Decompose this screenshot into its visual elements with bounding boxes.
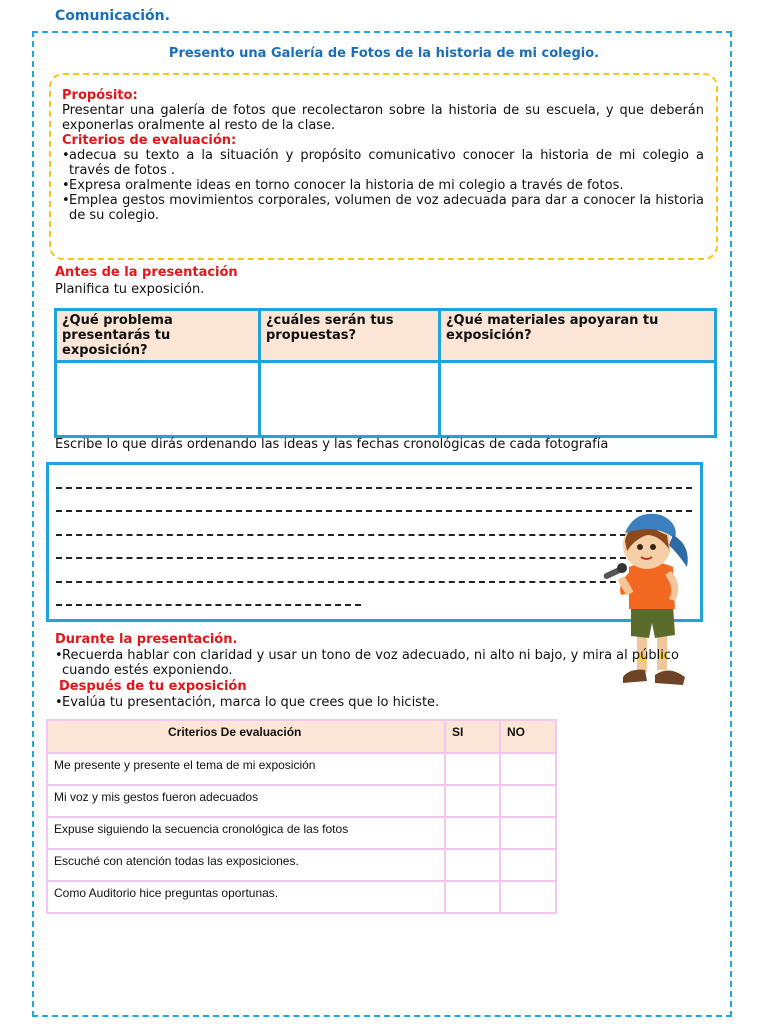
eval-check-si[interactable] xyxy=(445,881,500,913)
writing-instruction: Escribe lo que dirás ordenando las ideas y las fechas cronológicas de cada fotografía xyxy=(55,437,609,452)
evaluation-table xyxy=(46,719,557,914)
eval-header-si: SI xyxy=(445,720,500,753)
during-list xyxy=(55,648,695,678)
subject-label: Comunicación. xyxy=(55,8,170,24)
eval-header-criteria: Criterios De evaluación xyxy=(47,720,445,753)
criteria-item: • adecua su texto a la situación y propósito comunicativo conocer la historia de mi colegio a través de fotos . xyxy=(62,148,704,178)
eval-check-no[interactable] xyxy=(500,785,556,817)
criteria-item: • Expresa oralmente ideas en torno conocer la historia de mi colegio a través de fotos. xyxy=(62,178,704,193)
eval-check-si[interactable] xyxy=(445,753,500,785)
eval-criterion: Como Auditorio hice preguntas oportunas. xyxy=(47,881,445,913)
planning-cell-materials[interactable] xyxy=(440,362,716,437)
eval-header-no: NO xyxy=(500,720,556,753)
planning-col-problem: ¿Qué problema presentarás tu exposición? xyxy=(56,310,260,362)
eval-check-si[interactable] xyxy=(445,785,500,817)
writing-line xyxy=(56,534,626,536)
writing-line xyxy=(56,581,626,583)
purpose-section xyxy=(62,88,704,223)
eval-check-no[interactable] xyxy=(500,817,556,849)
criteria-heading: Criterios de evaluación: xyxy=(62,133,237,148)
criteria-item: • Emplea gestos movimientos corporales, volumen de voz adecuada para dar a conocer la historia de su colegio. xyxy=(62,193,704,223)
after-list xyxy=(55,695,695,710)
eval-criterion: Escuché con atención todas las exposiciones. xyxy=(47,849,445,881)
during-heading: Durante la presentación. xyxy=(55,632,238,647)
planning-col-proposals: ¿cuáles serán tus propuestas? xyxy=(260,310,440,362)
after-item: • Evalúa tu presentación, marca lo que crees que lo hiciste. xyxy=(55,695,695,710)
eval-check-no[interactable] xyxy=(500,849,556,881)
eval-check-si[interactable] xyxy=(445,849,500,881)
planning-table xyxy=(54,308,717,438)
eval-criterion: Me presente y presente el tema de mi exposición xyxy=(47,753,445,785)
during-item: • Recuerda hablar con claridad y usar un tono de voz adecuado, ni alto ni bajo, y mira al público cuando estés exponiendo. xyxy=(55,648,695,678)
eval-criterion: Mi voz y mis gestos fueron adecuados xyxy=(47,785,445,817)
before-heading: Antes de la presentación xyxy=(55,265,238,280)
planning-col-materials: ¿Qué materiales apoyaran tu exposición? xyxy=(440,310,716,362)
purpose-heading: Propósito: xyxy=(62,88,138,103)
criteria-list xyxy=(62,148,704,223)
eval-check-si[interactable] xyxy=(445,817,500,849)
planning-cell-proposals[interactable] xyxy=(260,362,440,437)
eval-check-no[interactable] xyxy=(500,753,556,785)
eval-criterion: Expuse siguiendo la secuencia cronológica de las fotos xyxy=(47,817,445,849)
purpose-text: Presentar una galería de fotos que recolectaron sobre la historia de su escuela, y que deberán exponerlas oralmente al resto de la clase. xyxy=(62,103,704,133)
after-heading: Después de tu exposición xyxy=(59,679,247,694)
planning-cell-problem[interactable] xyxy=(56,362,260,437)
worksheet-title: Presento una Galería de Fotos de la historia de mi colegio. xyxy=(168,46,600,61)
eval-check-no[interactable] xyxy=(500,881,556,913)
before-instruction: Planifica tu exposición. xyxy=(55,282,205,297)
writing-line xyxy=(56,557,626,559)
writing-line xyxy=(56,604,361,606)
writing-line xyxy=(56,487,692,489)
